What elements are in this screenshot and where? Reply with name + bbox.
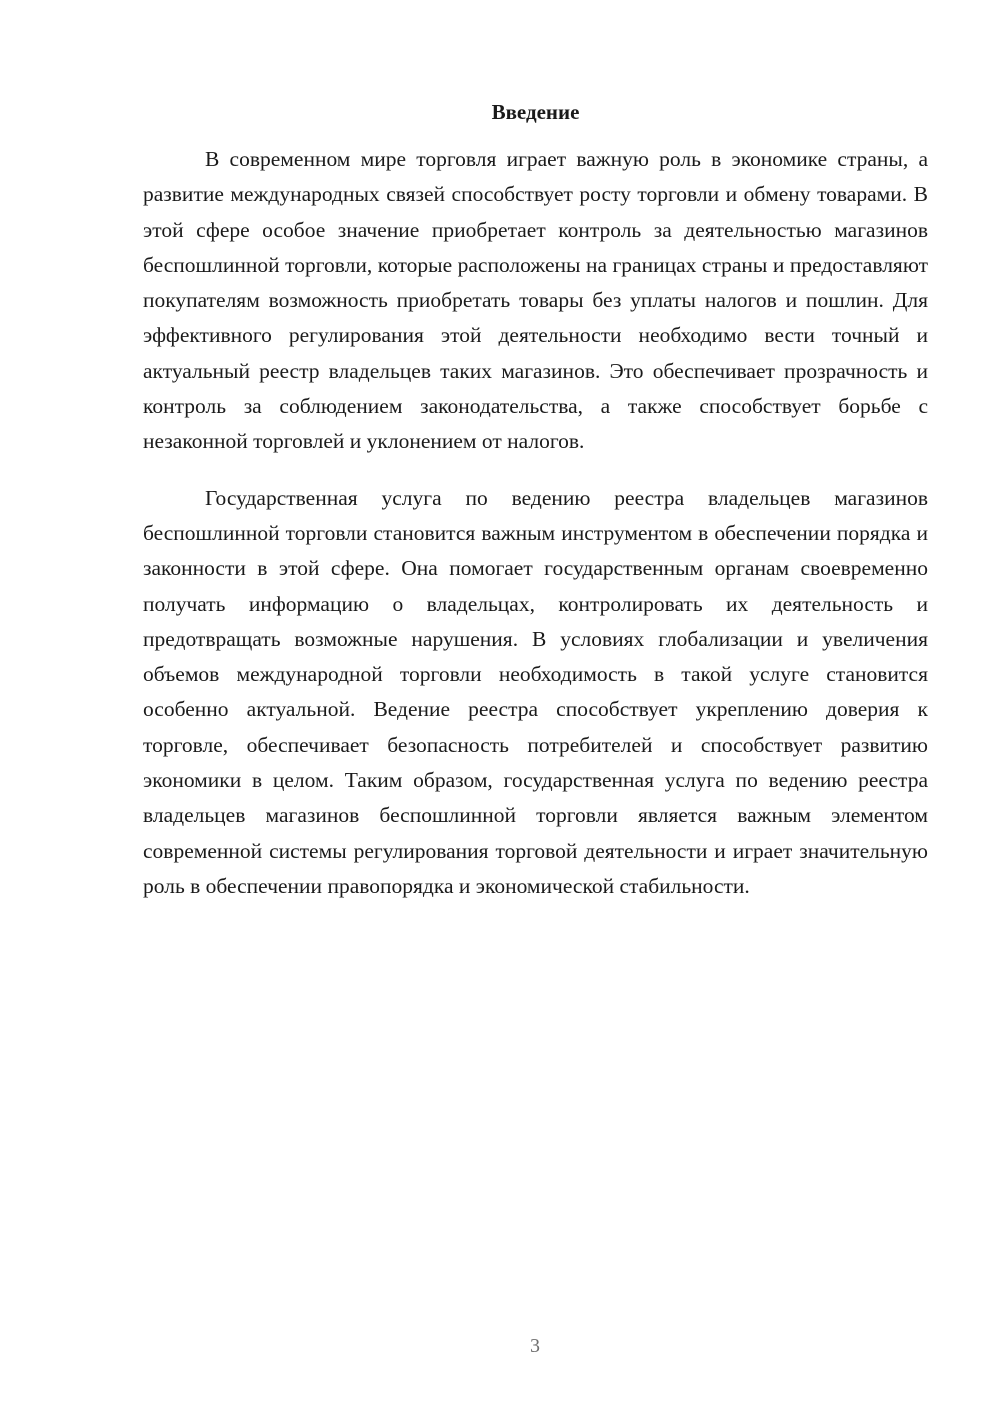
- paragraph-1: В современном мире торговля играет важную роль в экономике страны, а развитие международных связей способствует росту торговли и обмену товарами. В этой сфере особое значение приобретает контроль за деятельностью магазинов беспошлинной торговли, которые расположены на границах страны и предоставляют покупателям возможность приобретать товары без уплаты налогов и пошлин. Для эффективного регулирования этой деятельности необходимо вести точный и актуальный реестр владельцев таких магазинов. Это обеспечивает прозрачность и контроль за соблюдением законодательства, а также способствует борьбе с незаконной торговлей и уклонением от налогов.: [143, 147, 928, 454]
- paragraph-2: Государственная услуга по ведению реестра владельцев магазинов беспошлинной торговли становится важным инструментом в обеспечении порядка и законности в этой сфере. Она помогает государственным органам своевременно получать информацию о владельцах, контролировать их деятельность и предотвращать возможные нарушения. В условиях глобализации и увеличения объемов международной торговли необходимость в такой услуге становится особенно актуальной. Ведение реестра способствует укреплению доверия к торговле, обеспечивает безопасность потребителей и способствует развитию экономики в целом. Таким образом, государственная услуга по ведению реестра владельцев магазинов беспошлинной торговли является важным элементом современной системы регулирования торговой деятельности и играет значительную роль в обеспечении правопорядка и экономической стабильности.: [143, 485, 928, 898]
- page-content: [143, 96, 928, 904]
- section-title: Введение: [491, 100, 580, 124]
- page-number: 3: [530, 1335, 540, 1357]
